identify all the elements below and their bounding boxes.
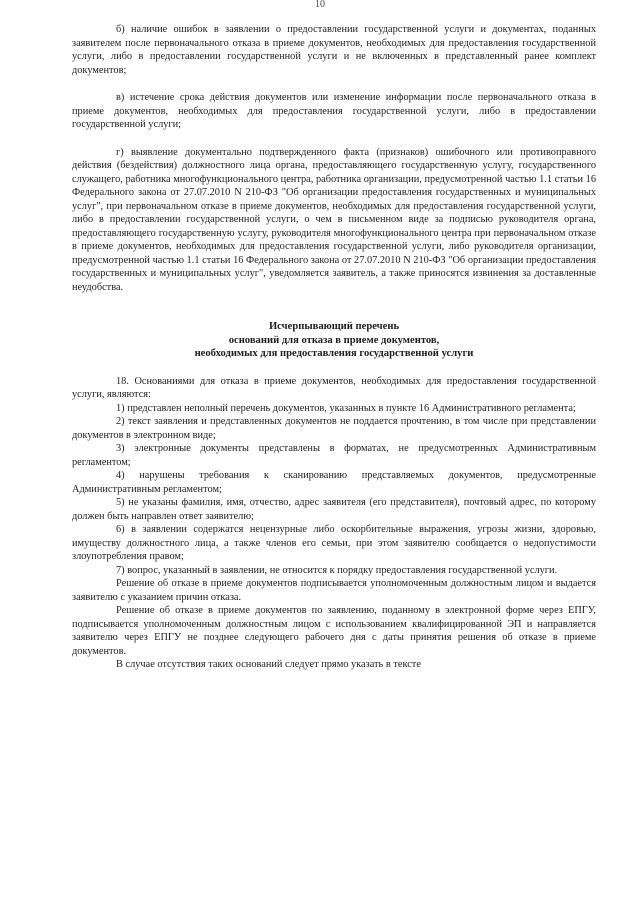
spacer [72, 132, 596, 146]
paragraph-item-v: в) истечение срока действия документов или изменение информации после первоначального отказа в приеме документов, необходимых для предоставления государственной услуги, либо в предоставлении государственной услуги; [72, 92, 596, 130]
paragraph-item-g: г) выявление документально подтвержденного факта (признаков) ошибочного или противоправного действия (бездействия) должностного лица органа, предоставляющего государственную услугу, государственного служащего, работника многофункционального центра, работника организации, предусмотренной частью 1.1 статьи 16 Федерального закона от 27.07.2010 N 210-ФЗ "Об организации предоставления государственных и муниципальных услуг", при первоначальном отказе в приеме документов, необходимых для предоставления государственной услуги, либо в предоставлении государственной услуги, о чем в письменном виде за подписью руководителя органа, предоставляющего государственную услугу, руководителя многофункционального центра при первоначальном отказе в приеме документов, необходимых для предоставления государственной услуги, либо руководителя организации, предусмотренной частью 1.1 статьи 16 Федерального закона от 27.07.2010 N 210-ФЗ "Об организации предоставления государственных и муниципальных услуг", уведомляется заявитель, а также приносятся извинения за доставленные неудобства. [72, 146, 596, 293]
decision-paragraph: Решение об отказе в приеме документов подписывается уполномоченным должностным лицом и выдается заявителю с указанием причин отказа. [72, 578, 596, 603]
heading-line-1: Исчерпывающий перечень [268, 321, 400, 332]
electronic-decision-paragraph: Решение об отказе в приеме документов по заявлению, поданному в электронной форме через ЕПГУ, подписывается уполномоченным должностным лицом с использованием квалифицированной ЭП и направляется заявителю через ЕПГУ не позднее следующего рабочего дня с даты принятия решения об отказе в приеме документов. [72, 605, 596, 657]
section-heading [72, 320, 596, 361]
document-body [72, 23, 596, 672]
list-item: 4) нарушены требования к сканированию представляемых документов, предусмотренные Административным регламентом; [72, 470, 596, 495]
page-number: 10 [315, 0, 325, 10]
list-item: 3) электронные документы представлены в форматах, не предусмотренных Административным регламентом; [72, 443, 596, 468]
heading-line-2: оснований для отказа в приеме документов, [228, 334, 440, 346]
list-item: 7) вопрос, указанный в заявлении, не относится к порядку предоставления государственной услуги. [116, 564, 558, 576]
grounds-list [72, 402, 596, 578]
list-item: 5) не указаны фамилия, имя, отчество, адрес заявителя (его представителя), почтовый адрес, по которому должен быть направлен ответ заявителю; [72, 497, 596, 522]
list-item: 6) в заявлении содержатся нецензурные либо оскорбительные выражения, угрозы жизни, здоровью, имуществу должностного лица, а также членов его семьи, при этом заявителю сообщается о недопустимости злоупотребления правом; [72, 524, 596, 562]
heading-line-3: необходимых для предоставления государственной услуги [194, 348, 474, 359]
list-item: 2) текст заявления и представленных документов не поддается прочтению, в том числе при представлении документов в электронном виде; [72, 416, 596, 441]
spacer [72, 294, 596, 320]
closing-paragraph-fragment: В случае отсутствия таких оснований следует прямо указать в тексте [116, 659, 421, 670]
list-item: 1) представлен неполный перечень документов, указанных в пункте 16 Административного регламента; [116, 402, 576, 414]
spacer [72, 77, 596, 91]
section-lead-paragraph: 18. Основаниями для отказа в приеме документов, необходимых для предоставления государственной услуги, являются: [72, 375, 596, 400]
paragraph-item-b: б) наличие ошибок в заявлении о предоставлении государственной услуги и документах, поданных заявителем после первоначального отказа в приеме документов, необходимых для предоставления государственной услуги, либо в предоставлении государственной услуги и не включенных в представленный ранее комплект документов; [72, 24, 596, 76]
